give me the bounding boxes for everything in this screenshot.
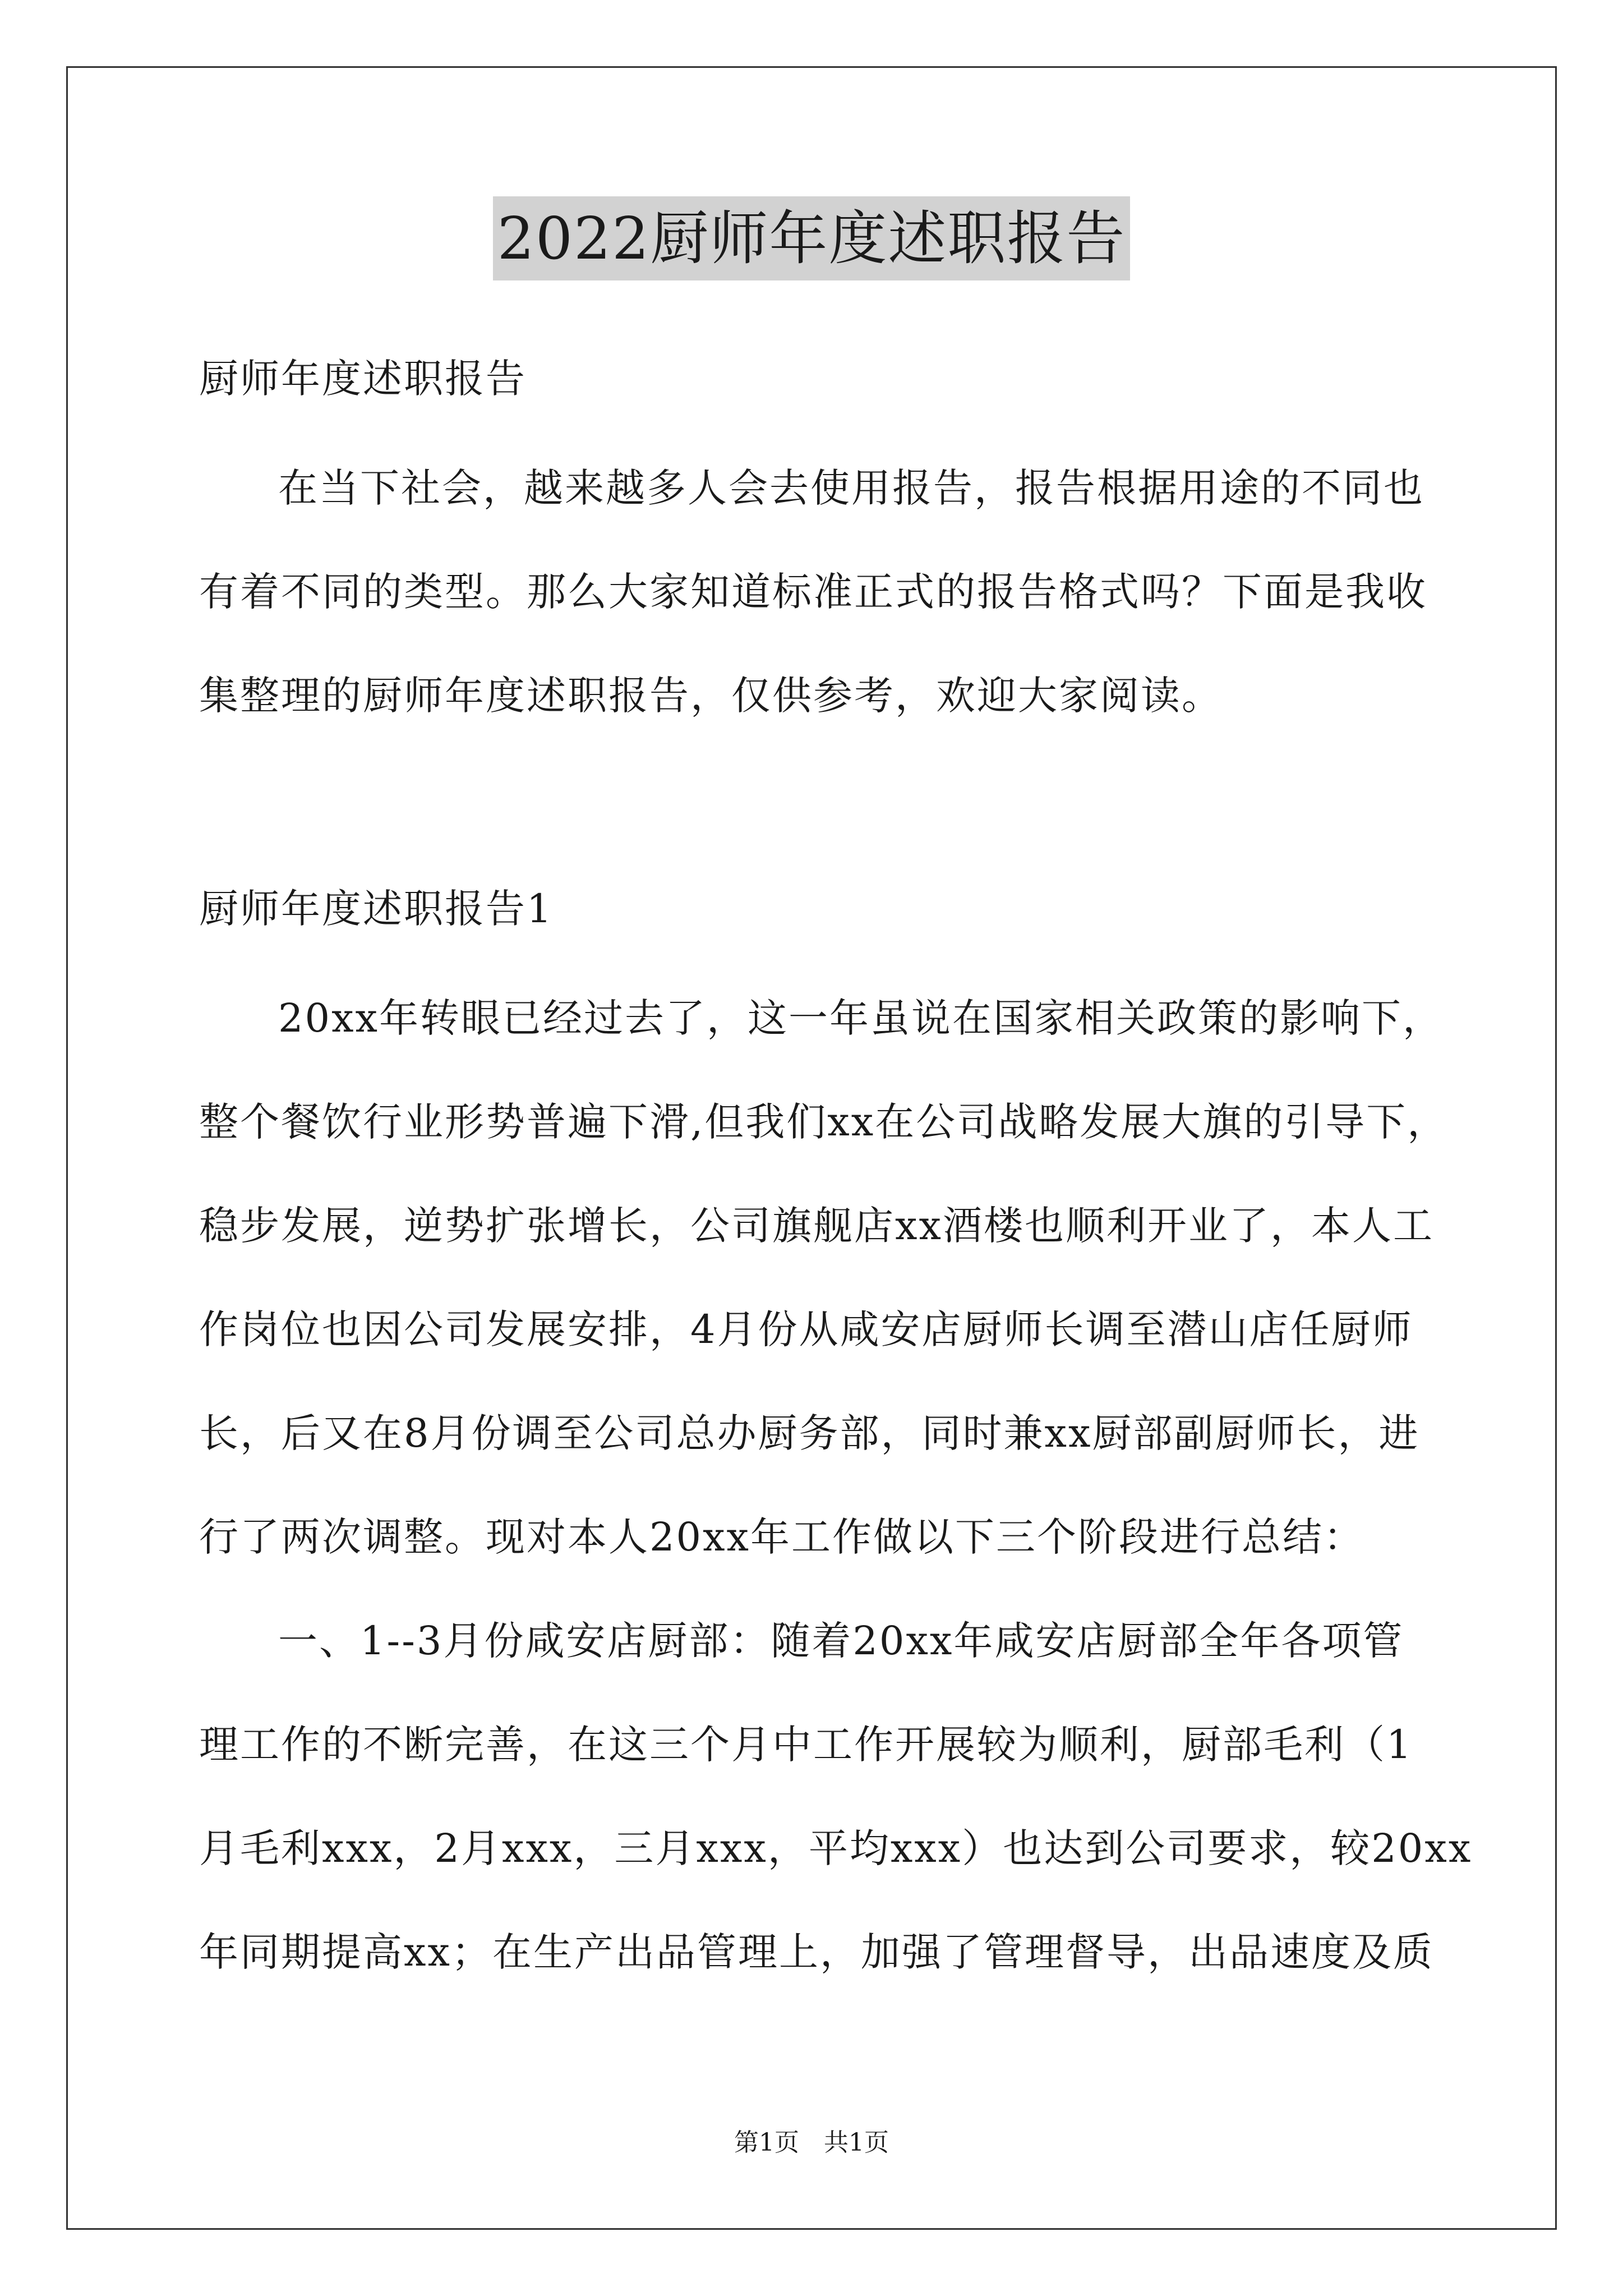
paragraph-line: 理工作的不断完善，在这三个月中工作开展较为顺利，厨部毛利（1	[199, 1722, 1413, 1768]
paragraph-line: 有着不同的类型。那么大家知道标准正式的报告格式吗？下面是我收	[199, 569, 1427, 615]
paragraph-line: 长，后又在8月份调至公司总办厨务部，同时兼xx厨部副厨师长，进	[199, 1410, 1420, 1456]
paragraph-line: 作岗位也因公司发展安排，4月份从咸安店厨师长调至潜山店任厨师	[199, 1306, 1413, 1352]
paragraph-line: 行了两次调整。现对本人20xx年工作做以下三个阶段进行总结：	[199, 1514, 1365, 1560]
paragraph-line: 在当下社会，越来越多人会去使用报告，报告根据用途的不同也	[278, 465, 1424, 511]
paragraph-line: 整个餐饮行业形势普遍下滑,但我们xx在公司战略发展大旗的引导下，	[199, 1099, 1449, 1145]
section-heading: 厨师年度述职报告1	[199, 886, 554, 932]
paragraph-line: 一、1--3月份咸安店厨部：随着20xx年咸安店厨部全年各项管	[278, 1618, 1404, 1664]
paragraph-line: 20xx年转眼已经过去了，这一年虽说在国家相关政策的影响下，	[278, 995, 1444, 1041]
paragraph-line: 稳步发展，逆势扩张增长，公司旗舰店xx酒楼也顺利开业了，本人工	[199, 1203, 1434, 1249]
paragraph-line: 集整理的厨师年度述职报告，仅供参考，欢迎大家阅读。	[199, 673, 1223, 719]
title-container	[0, 196, 1623, 280]
paragraph-line: 月毛利xxx，2月xxx，三月xxx，平均xxx）也达到公司要求，较20xx	[199, 1825, 1473, 1871]
paragraph-line: 年同期提高xx；在生产出品管理上，加强了管理督导，出品速度及质	[199, 1929, 1434, 1975]
document-title: 2022厨师年度述职报告	[493, 196, 1131, 280]
subtitle: 厨师年度述职报告	[199, 356, 527, 402]
page-footer: 第1页 共1页	[734, 2128, 889, 2157]
